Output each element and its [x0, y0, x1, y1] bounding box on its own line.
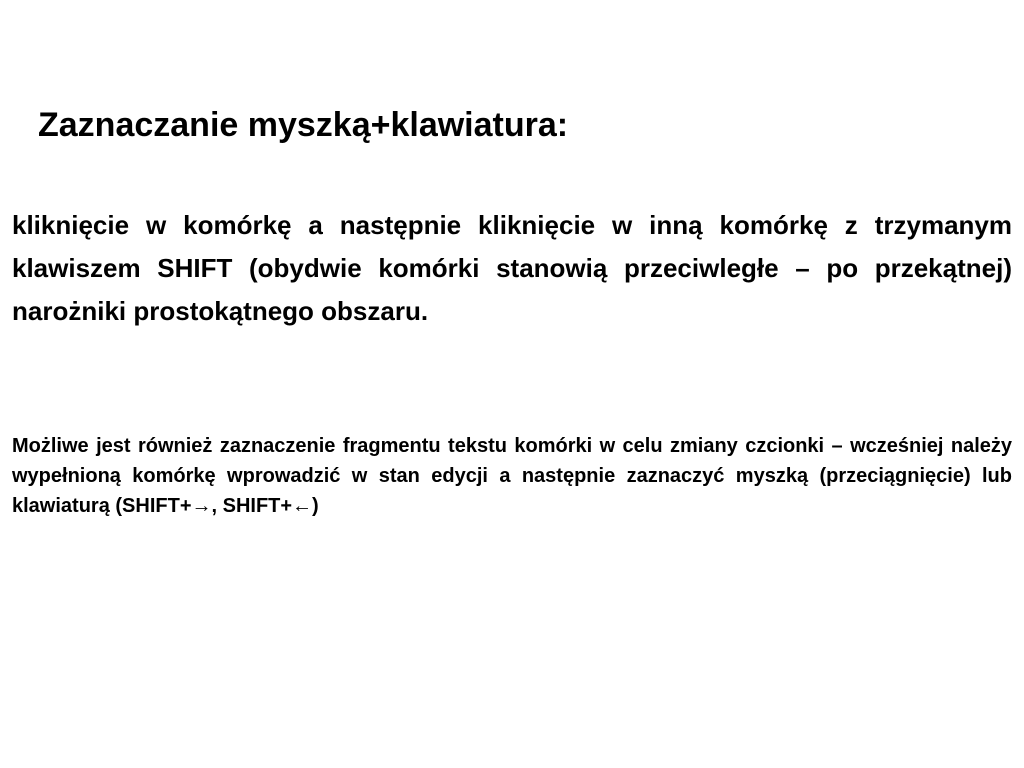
secondary-paragraph: Możliwe jest również zaznaczenie fragmentu tekstu komórki w celu zmiany czcionki – wcześniej należy wypełnioną komórkę wprowadzić w stan edycji a następnie zaznaczyć myszką (przeciągnięcie) lub klawiaturą (SHIFT+→, SHIFT+←): [12, 435, 1012, 517]
main-paragraph: kliknięcie w komórkę a następnie kliknięcie w inną komórkę z trzymanym klawiszem SHIFT (obydwie komórki stanowią przeciwległe – po przekątnej) narożniki prostokątnego obszaru.: [12, 210, 1012, 326]
slide-title: Zaznaczanie myszką+klawiatura:: [38, 106, 569, 144]
